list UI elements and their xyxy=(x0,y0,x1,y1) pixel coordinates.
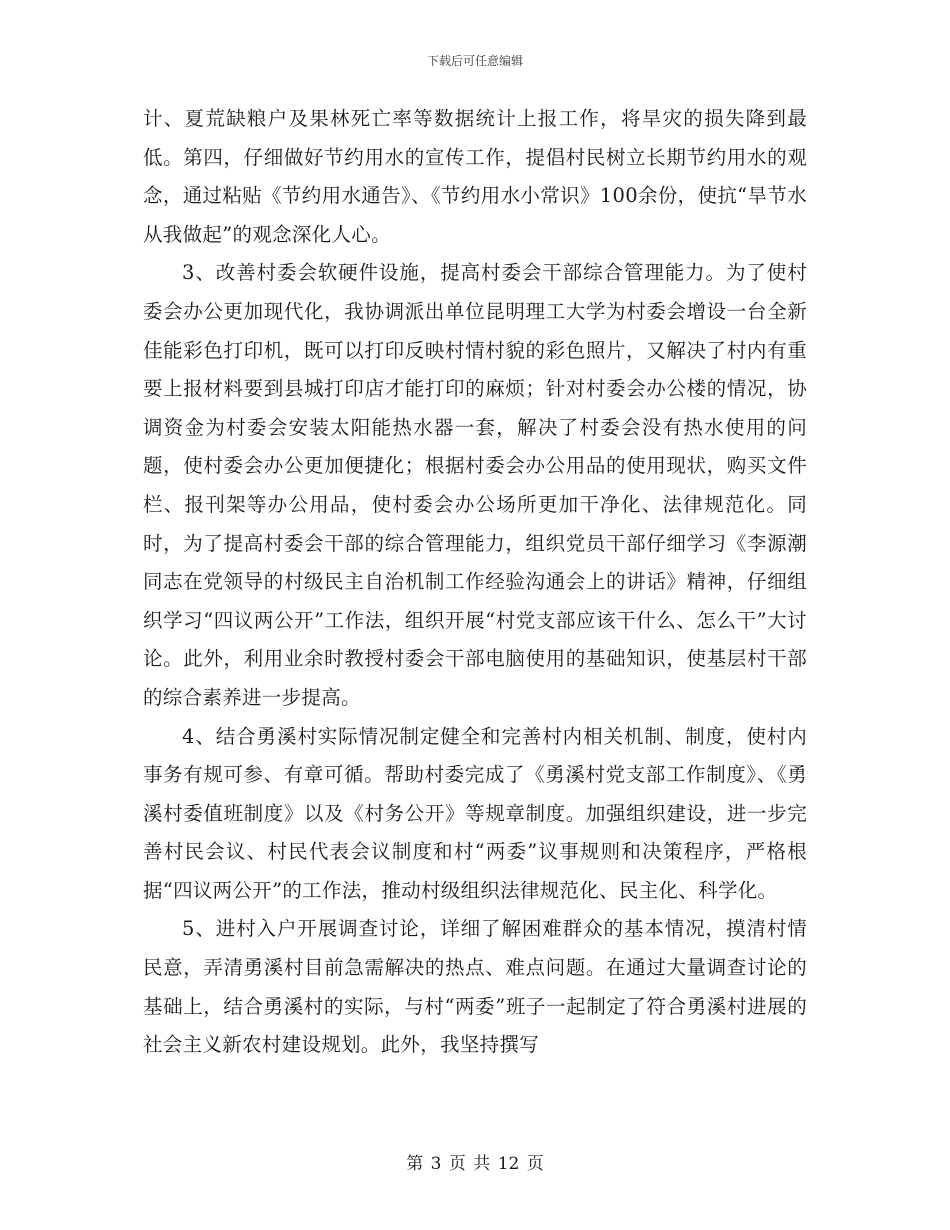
paragraph-item-3: 3、改善村委会软硬件设施，提高村委会干部综合管理能力。为了使村委会办公更加现代化，我协调派出单位昆明理工大学为村委会增设一台全新佳能彩色打印机，既可以打印反映村情村貌的彩色照片，又解决了村内有重要上报材料要到县城打印店才能打印的麻烦；针对村委会办公楼的情况，协调资金为村委会安装太阳能热水器一套，解决了村委会没有热水使用的问题，使村委会办公更加便捷化；根据村委会办公用品的使用现状，购买文件栏、报刊架等办公用品，使村委会办公场所更加干净化、法律规范化。同时，为了提高村委会干部的综合管理能力，组织党员干部仔细学习《李源潮同志在党领导的村级民主自治机制工作经验沟通会上的讲话》精神，仔细组织学习“四议两公开”工作法，组织开展“村党支部应该干什么、怎么干”大讨论。此外，利用业余时教授村委会干部电脑使用的基础知识，使基层村干部的综合素养进一步提高。 xyxy=(143,261,807,709)
page-number-footer: 第 3 页 共 12 页 xyxy=(406,1154,544,1174)
paragraph-item-4: 4、结合勇溪村实际情况制定健全和完善村内相关机制、制度，使村内事务有规可参、有章可循。帮助村委完成了《勇溪村党支部工作制度》、《勇溪村委值班制度》以及《村务公开》等规章制度。加强组织建设，进一步完善村民会议、村民代表会议制度和村“两委”议事规则和决策程序，严格根据“四议两公开”的工作法，推动村级组织法律规范化、民主化、科学化。 xyxy=(143,724,807,902)
page-header: 下载后可任意编辑 xyxy=(426,54,523,68)
paragraph-continuation: 计、夏荒缺粮户及果林死亡率等数据统计上报工作，将旱灾的损失降到最低。第四，仔细做好节约用水的宣传工作，提倡村民树立长期节约用水的观念，通过粘贴《节约用水通告》、《节约用水小常识》100余份，使抗“旱节水从我做起”的观念深化人心。 xyxy=(143,107,807,246)
paragraph-item-5: 5、进村入户开展调查讨论，详细了解困难群众的基本情况，摸清村情民意，弄清勇溪村目前急需解决的热点、难点问题。在通过大量调查讨论的基础上，结合勇溪村的实际，与村“两委”班子一起制定了符合勇溪村进展的社会主义新农村建设规划。此外，我坚持撰写 xyxy=(143,917,807,1057)
document-body xyxy=(143,100,807,1065)
